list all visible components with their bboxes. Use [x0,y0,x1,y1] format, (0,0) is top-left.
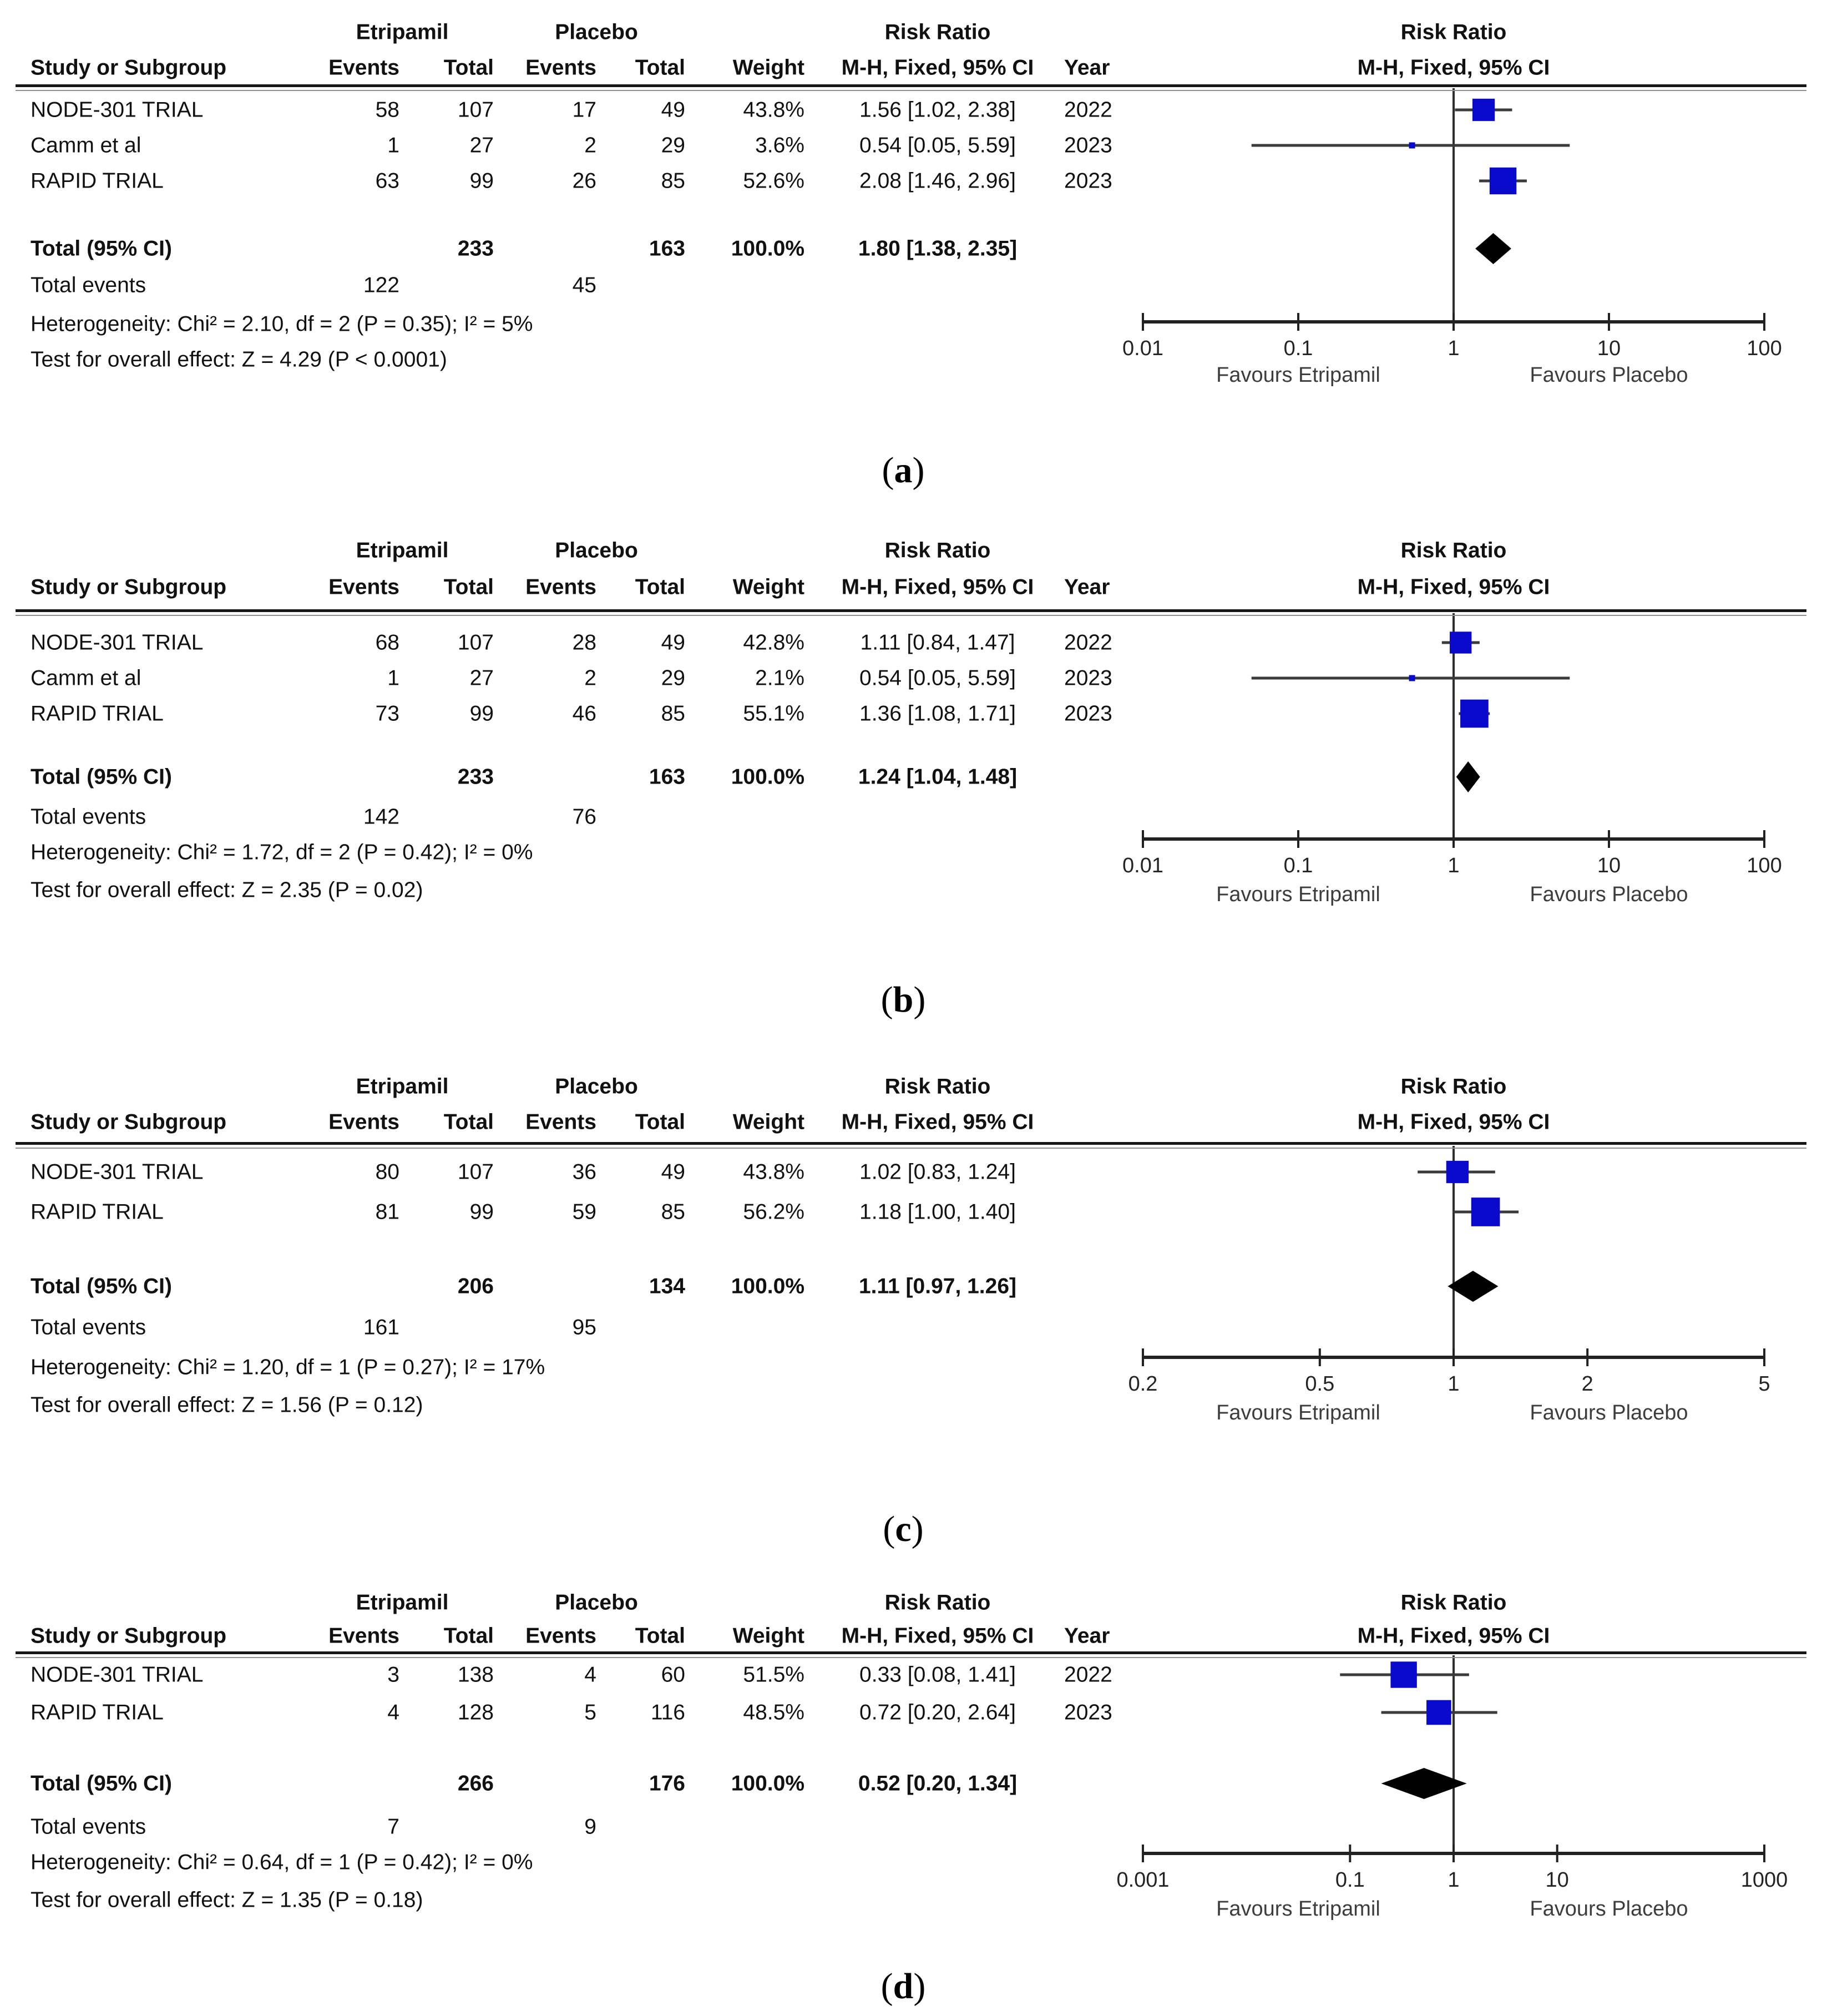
events-col-header: Events [525,1110,596,1134]
total-etripamil: 206 [457,1274,494,1298]
study-square [1490,168,1516,194]
study-name: RAPID TRIAL [31,1700,164,1725]
total-col-header: Total [443,1624,494,1648]
etripamil-events: 81 [375,1200,399,1224]
mh-ci-col-header: M-H, Fixed, 95% CI [841,1624,1034,1648]
total-label: Total (95% CI) [31,765,172,789]
mh-ci-col-header: M-H, Fixed, 95% CI [841,55,1034,80]
total-diamond [1448,1271,1498,1302]
study-rr-ci: 0.72 [0.20, 2.64] [859,1700,1016,1725]
study-name: NODE-301 TRIAL [31,98,204,122]
study-square [1446,1161,1469,1183]
plot-risk-ratio-header: Risk Ratio [1400,1074,1507,1099]
placebo-total: 49 [661,98,685,122]
total-events-label: Total events [31,1815,146,1839]
placebo-events: 17 [572,98,596,122]
weight-col-header: Weight [732,1110,804,1134]
header-divider [16,609,1806,616]
placebo-events: 46 [572,701,596,726]
study-weight: 42.8% [743,630,804,655]
placebo-events: 2 [584,133,596,158]
favours-left-label: Favours Etripamil [1216,1401,1380,1424]
tick-label: 5 [1758,1372,1770,1396]
etripamil-events: 4 [387,1700,399,1725]
events-col-header: Events [328,55,399,80]
total-etripamil: 266 [457,1771,494,1796]
favours-right-label: Favours Placebo [1530,883,1688,906]
events-col-header: Events [525,1624,596,1648]
panel-letter-char: d [893,1966,914,2007]
panel-letter: (a) [882,450,925,491]
study-weight: 43.8% [743,98,804,122]
heterogeneity-text: Heterogeneity: Chi² = 1.72, df = 2 (P = 0.42); I² = 0% [31,840,533,865]
study-weight: 48.5% [743,1700,804,1725]
etripamil-total: 128 [457,1700,494,1725]
study-rr-ci: 1.11 [0.84, 1.47] [860,630,1015,655]
tick-label: 1 [1448,1868,1460,1892]
total-events-placebo: 95 [572,1315,596,1340]
placebo-total: 49 [661,1160,685,1184]
tick-label: 10 [1597,337,1621,360]
placebo-events: 36 [572,1160,596,1184]
overall-effect-text: Test for overall effect: Z = 1.56 (P = 0.12) [31,1393,423,1417]
panel-letter: (d) [880,1966,926,2007]
total-placebo: 163 [649,765,685,789]
etripamil-events: 58 [375,98,399,122]
study-square [1472,99,1495,121]
total-weight: 100.0% [731,1274,804,1298]
study-col-header: Study or Subgroup [31,1110,227,1134]
plot-risk-ratio-header: Risk Ratio [1400,538,1507,563]
study-rr-ci: 0.33 [0.08, 1.41] [859,1663,1016,1687]
study-name: RAPID TRIAL [31,1200,164,1224]
tick-label: 1 [1448,337,1460,360]
etripamil-events: 80 [375,1160,399,1184]
total-col-header: Total [443,55,494,80]
study-year: 2022 [1064,1663,1112,1687]
heterogeneity-text: Heterogeneity: Chi² = 2.10, df = 2 (P = 0.35); I² = 5% [31,312,533,336]
overall-effect-text: Test for overall effect: Z = 4.29 (P < 0.0001) [31,347,447,372]
favours-right-label: Favours Placebo [1530,1897,1688,1921]
total-events-label: Total events [31,273,146,297]
heterogeneity-text: Heterogeneity: Chi² = 1.20, df = 1 (P = 0.27); I² = 17% [31,1355,545,1380]
etripamil-events: 1 [387,133,399,158]
favours-right-label: Favours Placebo [1530,363,1688,387]
tick-label: 0.1 [1283,854,1313,877]
risk-ratio-header: Risk Ratio [884,538,991,563]
total-label: Total (95% CI) [31,236,172,261]
tick-label: 0.2 [1128,1372,1158,1396]
risk-ratio-header: Risk Ratio [884,1590,991,1615]
events-col-header: Events [525,575,596,599]
tick-label: 1 [1448,854,1460,877]
group-placebo-header: Placebo [555,1074,638,1099]
favours-left-label: Favours Etripamil [1216,883,1380,906]
study-col-header: Study or Subgroup [31,1624,227,1648]
plot-mh-ci-header: M-H, Fixed, 95% CI [1357,1624,1550,1648]
total-events-etripamil: 142 [363,805,399,829]
events-col-header: Events [328,1110,399,1134]
study-weight: 55.1% [743,701,804,726]
placebo-events: 5 [584,1700,596,1725]
placebo-events: 28 [572,630,596,655]
etripamil-events: 63 [375,169,399,193]
placebo-events: 59 [572,1200,596,1224]
study-col-header: Study or Subgroup [31,575,227,599]
study-square [1450,631,1471,653]
group-etripamil-header: Etripamil [356,1074,449,1099]
plot-mh-ci-header: M-H, Fixed, 95% CI [1357,1110,1550,1134]
total-placebo: 134 [649,1274,685,1298]
total-events-etripamil: 122 [363,273,399,297]
etripamil-events: 68 [375,630,399,655]
study-rr-ci: 2.08 [1.46, 2.96] [859,169,1016,193]
total-weight: 100.0% [731,236,804,261]
study-rr-ci: 1.18 [1.00, 1.40] [859,1200,1016,1224]
study-weight: 3.6% [755,133,804,158]
etripamil-total: 99 [469,169,494,193]
study-name: NODE-301 TRIAL [31,1160,204,1184]
placebo-total: 116 [650,1700,685,1725]
heterogeneity-text: Heterogeneity: Chi² = 0.64, df = 1 (P = 0.42); I² = 0% [31,1850,533,1874]
study-rr-ci: 0.54 [0.05, 5.59] [859,133,1016,158]
panel-letter-char: c [895,1509,912,1549]
tick-label: 10 [1597,854,1621,877]
tick-label: 1000 [1740,1868,1788,1892]
year-col-header: Year [1064,1624,1110,1648]
mh-ci-col-header: M-H, Fixed, 95% CI [841,575,1034,599]
overall-effect-text: Test for overall effect: Z = 1.35 (P = 0.18) [31,1888,423,1912]
total-weight: 100.0% [731,1771,804,1796]
etripamil-events: 73 [375,701,399,726]
weight-col-header: Weight [732,575,804,599]
study-name: RAPID TRIAL [31,169,164,193]
header-divider [16,1651,1806,1658]
study-square [1390,1661,1416,1687]
etripamil-total: 99 [469,1200,494,1224]
placebo-events: 26 [572,169,596,193]
study-year: 2023 [1064,701,1112,726]
weight-col-header: Weight [732,55,804,80]
panel-letter-char: b [893,979,914,1020]
group-etripamil-header: Etripamil [356,20,449,44]
placebo-total: 85 [661,1200,685,1224]
placebo-events: 4 [584,1663,596,1687]
total-events-placebo: 76 [572,805,596,829]
favours-left-label: Favours Etripamil [1216,1897,1380,1921]
total-col-header: Total [443,575,494,599]
total-rr-ci: 1.11 [0.97, 1.26] [858,1274,1017,1298]
total-events-etripamil: 7 [387,1815,399,1839]
events-col-header: Events [525,55,596,80]
total-rr-ci: 1.80 [1.38, 2.35] [858,236,1018,261]
total-events-label: Total events [31,805,146,829]
etripamil-total: 107 [457,98,494,122]
placebo-total: 60 [661,1663,685,1687]
plot-mh-ci-header: M-H, Fixed, 95% CI [1357,575,1550,599]
study-weight: 56.2% [743,1200,804,1224]
total-label: Total (95% CI) [31,1274,172,1298]
tick-label: 100 [1747,854,1782,877]
total-events-label: Total events [31,1315,146,1340]
total-weight: 100.0% [731,765,804,789]
total-events-placebo: 45 [572,273,596,297]
total-placebo: 163 [649,236,685,261]
placebo-total: 49 [661,630,685,655]
study-square [1460,700,1489,728]
placebo-total: 85 [661,701,685,726]
etripamil-total: 138 [457,1663,494,1687]
total-diamond [1456,761,1480,792]
study-rr-ci: 0.54 [0.05, 5.59] [859,666,1016,690]
tick-label: 2 [1581,1372,1593,1396]
total-events-placebo: 9 [584,1815,596,1839]
study-year: 2023 [1064,1700,1112,1725]
tick-label: 0.1 [1335,1868,1365,1892]
panel-letter: (c) [883,1509,924,1549]
total-placebo: 176 [649,1771,685,1796]
group-etripamil-header: Etripamil [356,538,449,563]
study-name: NODE-301 TRIAL [31,630,204,655]
tick-label: 0.1 [1283,337,1313,360]
tick-label: 0.001 [1116,1868,1170,1892]
study-rr-ci: 1.02 [0.83, 1.24] [859,1160,1016,1184]
etripamil-events: 3 [387,1663,399,1687]
total-col-header: Total [635,1624,685,1648]
study-rr-ci: 1.56 [1.02, 2.38] [859,98,1016,122]
panel-letter-char: a [894,450,913,491]
study-year: 2022 [1064,98,1112,122]
mh-ci-col-header: M-H, Fixed, 95% CI [841,1110,1034,1134]
etripamil-total: 107 [457,630,494,655]
year-col-header: Year [1064,575,1110,599]
etripamil-total: 27 [469,133,494,158]
header-divider [16,1142,1806,1149]
study-name: Camm et al [31,666,141,690]
tick-label: 100 [1747,337,1782,360]
total-col-header: Total [635,575,685,599]
placebo-total: 85 [661,169,685,193]
favours-right-label: Favours Placebo [1530,1401,1688,1424]
study-year: 2023 [1064,133,1112,158]
overall-effect-text: Test for overall effect: Z = 2.35 (P = 0.02) [31,878,423,902]
study-year: 2023 [1064,169,1112,193]
study-square [1409,675,1415,681]
etripamil-total: 99 [469,701,494,726]
group-placebo-header: Placebo [555,20,638,44]
tick-label: 1 [1448,1372,1460,1396]
etripamil-total: 107 [457,1160,494,1184]
study-square [1409,143,1415,149]
total-rr-ci: 1.24 [1.04, 1.48] [858,765,1018,789]
risk-ratio-header: Risk Ratio [884,1074,991,1099]
study-weight: 52.6% [743,169,804,193]
year-col-header: Year [1064,55,1110,80]
panel-letter: (b) [880,979,926,1020]
events-col-header: Events [328,1624,399,1648]
total-events-etripamil: 161 [363,1315,399,1340]
group-etripamil-header: Etripamil [356,1590,449,1615]
total-rr-ci: 0.52 [0.20, 1.34] [858,1771,1018,1796]
risk-ratio-header: Risk Ratio [884,20,991,44]
weight-col-header: Weight [732,1624,804,1648]
study-year: 2022 [1064,630,1112,655]
placebo-total: 29 [661,666,685,690]
study-name: RAPID TRIAL [31,701,164,726]
plot-risk-ratio-header: Risk Ratio [1400,1590,1507,1615]
study-weight: 2.1% [755,666,804,690]
plot-risk-ratio-header: Risk Ratio [1400,20,1507,44]
etripamil-events: 1 [387,666,399,690]
total-etripamil: 233 [457,765,494,789]
total-col-header: Total [635,55,685,80]
tick-label: 0.5 [1305,1372,1335,1396]
study-name: NODE-301 TRIAL [31,1663,204,1687]
etripamil-total: 27 [469,666,494,690]
total-col-header: Total [443,1110,494,1134]
total-col-header: Total [635,1110,685,1134]
tick-label: 0.01 [1122,854,1163,877]
study-square [1471,1198,1500,1226]
study-name: Camm et al [31,133,141,158]
total-etripamil: 233 [457,236,494,261]
placebo-events: 2 [584,666,596,690]
favours-left-label: Favours Etripamil [1216,363,1380,387]
group-placebo-header: Placebo [555,538,638,563]
study-year: 2023 [1064,666,1112,690]
placebo-total: 29 [661,133,685,158]
total-diamond [1475,233,1511,264]
study-weight: 43.8% [743,1160,804,1184]
total-label: Total (95% CI) [31,1771,172,1796]
plot-mh-ci-header: M-H, Fixed, 95% CI [1357,55,1550,80]
events-col-header: Events [328,575,399,599]
tick-label: 10 [1545,1868,1569,1892]
study-rr-ci: 1.36 [1.08, 1.71] [859,701,1016,726]
group-placebo-header: Placebo [555,1590,638,1615]
tick-label: 0.01 [1122,337,1163,360]
header-divider [16,84,1806,91]
study-square [1426,1700,1451,1725]
study-col-header: Study or Subgroup [31,55,227,80]
study-weight: 51.5% [743,1663,804,1687]
